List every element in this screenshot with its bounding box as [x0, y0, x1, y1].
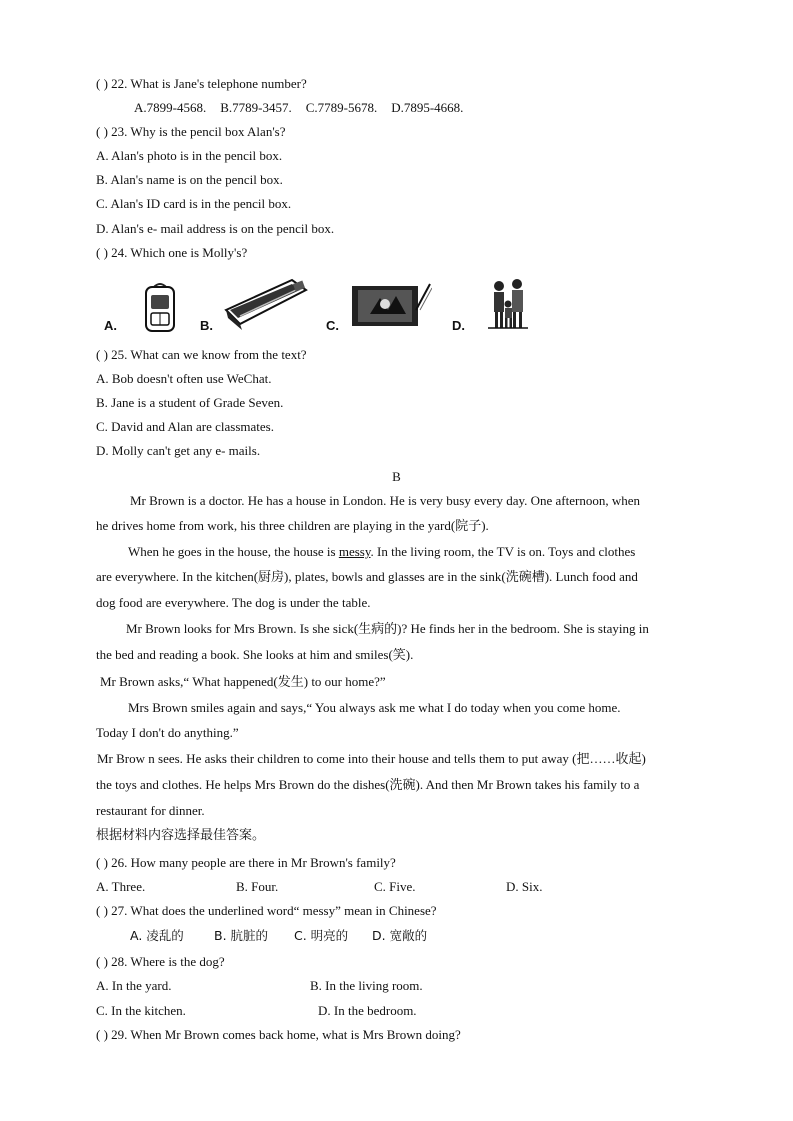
option-a: A.7899-4568. [134, 100, 207, 115]
question-25-option-a: A. Bob doesn't often use WeChat. [96, 371, 272, 386]
instruction: 根据材料内容选择最佳答案。 [96, 828, 266, 843]
question-26-stem: ( ) 26. How many people are there in Mr Brown's family? [96, 855, 396, 870]
question-27-options [130, 928, 427, 944]
question-28-option-a: A. In the yard. [96, 978, 172, 993]
question-28-stem: ( ) 28. Where is the dog? [96, 954, 225, 969]
photo-card-icon [350, 280, 432, 334]
question-25-option-b: B. Jane is a student of Grade Seven. [96, 395, 284, 410]
family-figures-icon [486, 276, 530, 336]
question-23-option-d: D. Alan's e- mail address is on the pencil box. [96, 221, 335, 236]
question-23-option-c: C. Alan's ID card is in the pencil box. [96, 196, 292, 211]
passage-p1-line1: Mr Brown is a doctor. He has a house in London. He is very busy every day. One afternoon, when [130, 493, 641, 508]
passage-p4: Mr Brown asks,“ What happened(发生) to our home?” [100, 674, 386, 689]
section-heading: B [392, 469, 401, 484]
question-26-option-a: A. Three. [96, 879, 146, 894]
option-d: D.7895-4668. [391, 100, 464, 115]
underlined-word: messy [338, 544, 371, 559]
option-b: B. 肮脏的 [214, 928, 269, 943]
passage-p5-line2: Today I don't do anything.” [96, 725, 239, 740]
question-25-option-c: C. David and Alan are classmates. [96, 419, 274, 434]
question-22-stem: ( ) 22. What is Jane's telephone number? [96, 76, 307, 91]
question-26-option-c: C. Five. [374, 879, 416, 894]
question-22-options [134, 100, 477, 116]
pencil-box-icon [220, 276, 310, 336]
passage-p2-line1 [128, 544, 635, 560]
option-c: C.7789-5678. [305, 100, 378, 115]
passage-p6-line2: the toys and clothes. He helps Mrs Brown do the dishes(洗碗). And then Mr Brown takes his family to a [96, 777, 640, 792]
option-d: D. 宽敞的 [372, 928, 428, 943]
passage-p5-line1: Mrs Brown smiles again and says,“ You always ask me what I do today when you come home. [128, 700, 621, 715]
option-a: A. 凌乱的 [130, 928, 184, 943]
question-26-option-d: D. Six. [506, 879, 543, 894]
passage-text: When he goes in the house, the house is [128, 544, 339, 559]
question-29-stem: ( ) 29. When Mr Brown comes back home, what is Mrs Brown doing? [96, 1027, 461, 1042]
question-26-option-b: B. Four. [236, 879, 279, 894]
option-b: B.7789-3457. [220, 100, 292, 115]
backpack-icon [140, 281, 180, 337]
question-25-stem: ( ) 25. What can we know from the text? [96, 347, 307, 362]
passage-p2-line3: dog food are everywhere. The dog is under the table. [96, 595, 371, 610]
passage-p2-line2: are everywhere. In the kitchen(厨房), plates, bowls and glasses are in the sink(洗碗槽). Lunch food and [96, 569, 638, 584]
question-28-option-d: D. In the bedroom. [318, 1003, 417, 1018]
passage-p6-line3: restaurant for dinner. [96, 803, 205, 818]
picture-label-a: A. [104, 318, 117, 333]
passage-text: . In the living room, the TV is on. Toys and clothes [370, 544, 636, 559]
passage-p1-line2: he drives home from work, his three children are playing in the yard(院子). [96, 518, 489, 533]
picture-label-b: B. [200, 318, 213, 333]
question-24-stem: ( ) 24. Which one is Molly's? [96, 245, 248, 260]
option-c: C. 明亮的 [294, 928, 349, 943]
question-27-stem: ( ) 27. What does the underlined word“ messy” mean in Chinese? [96, 903, 437, 918]
question-28-option-b: B. In the living room. [310, 978, 423, 993]
picture-label-c: C. [326, 318, 339, 333]
question-28-option-c: C. In the kitchen. [96, 1003, 186, 1018]
question-23-option-b: B. Alan's name is on the pencil box. [96, 172, 283, 187]
passage-p6-line1: Mr Brow n sees. He asks their children to come into their house and tells them to put away (把……收起) [97, 751, 646, 766]
question-23-stem: ( ) 23. Why is the pencil box Alan's? [96, 124, 286, 139]
question-25-option-d: D. Molly can't get any e- mails. [96, 443, 261, 458]
passage-p3-line1: Mr Brown looks for Mrs Brown. Is she sick(生病的)? He finds her in the bedroom. She is staying in [126, 621, 649, 636]
picture-label-d: D. [452, 318, 465, 333]
passage-p3-line2: the bed and reading a book. She looks at him and smiles(笑). [96, 647, 414, 662]
question-23-option-a: A. Alan's photo is in the pencil box. [96, 148, 283, 163]
